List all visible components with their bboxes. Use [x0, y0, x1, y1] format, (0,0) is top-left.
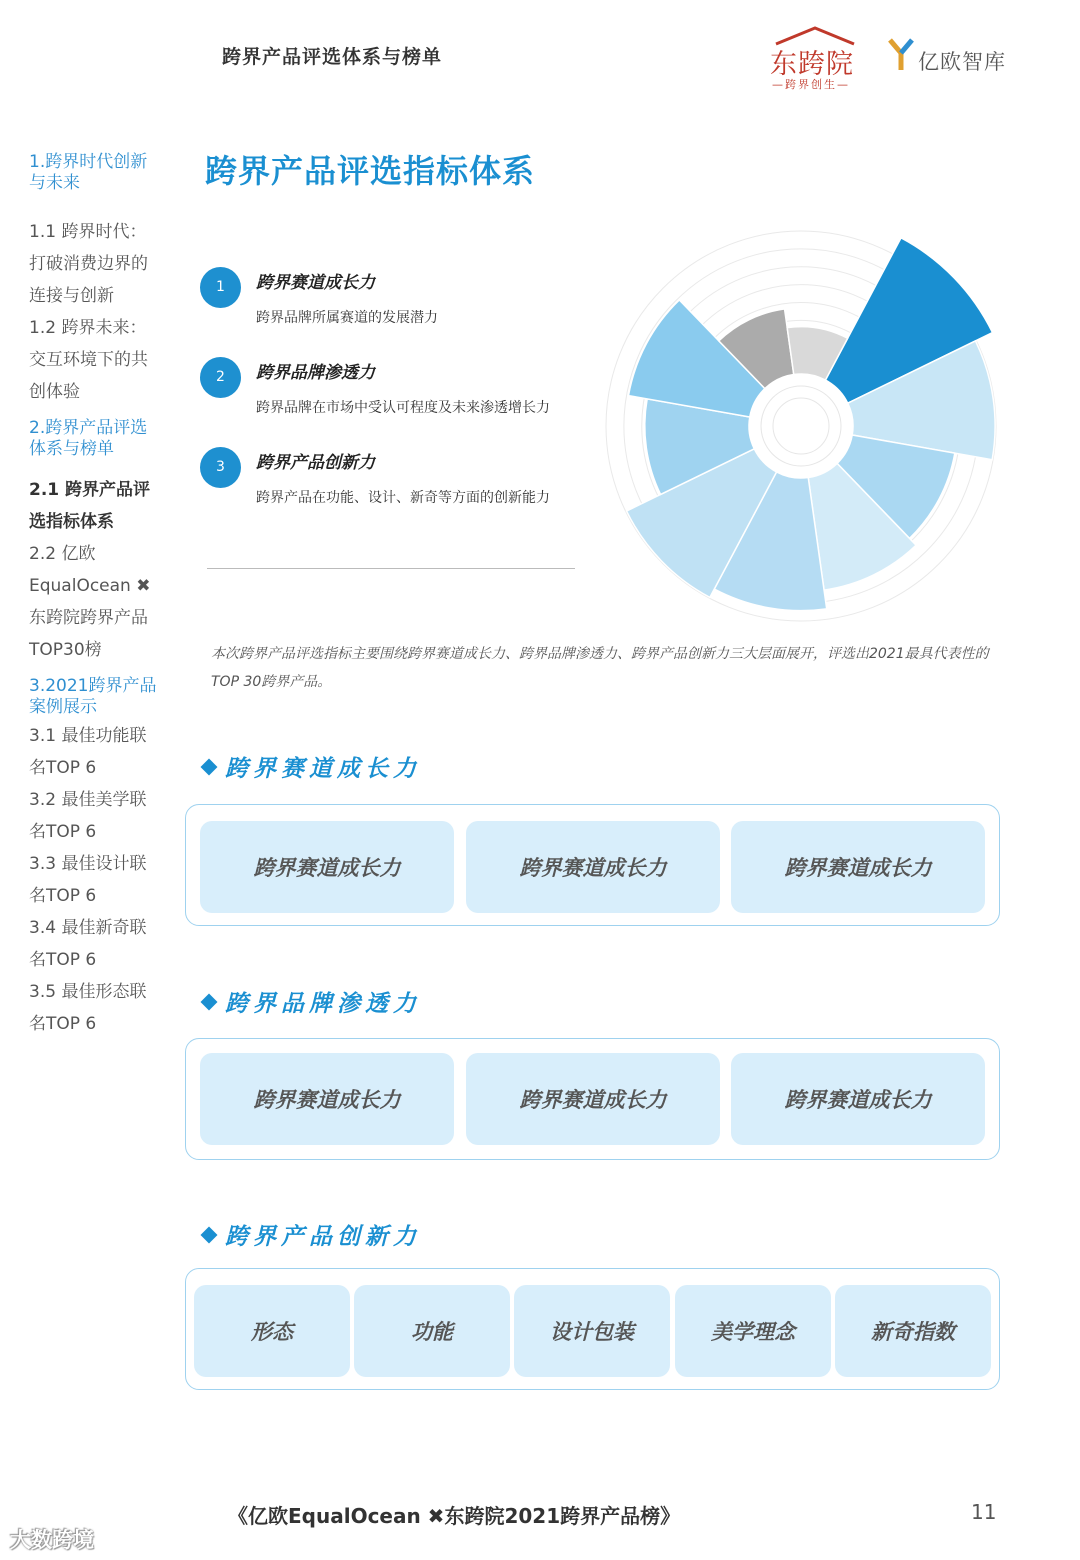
- sidebar-item[interactable]: 名TOP 6: [29, 886, 97, 906]
- indicator-desc: 跨界产品在功能、设计、新奇等方面的创新能力: [256, 490, 550, 506]
- sidebar-item[interactable]: 名TOP 6: [29, 822, 97, 842]
- indicator-2: [200, 357, 600, 427]
- card[interactable]: 形态: [194, 1285, 350, 1377]
- section-heading-1: [203, 750, 421, 783]
- sidebar-nav: [29, 152, 164, 1040]
- sidebar-section-1[interactable]: 1.跨界时代创新与未来: [29, 152, 148, 193]
- card[interactable]: 美学理念: [675, 1285, 831, 1377]
- page-number: 11: [971, 1500, 997, 1524]
- section-panel-1: [185, 804, 1000, 926]
- indicator-desc: 跨界品牌所属赛道的发展潜力: [256, 310, 438, 326]
- sidebar-item[interactable]: 3.2 最佳美学联: [29, 790, 147, 810]
- sidebar-item[interactable]: 连接与创新: [29, 286, 114, 306]
- sidebar-item[interactable]: 3.1 最佳功能联: [29, 726, 147, 746]
- diamond-icon: [201, 759, 218, 776]
- divider: [207, 568, 575, 569]
- page-title: 跨界产品评选指标体系: [205, 152, 536, 190]
- card[interactable]: 跨界赛道成长力: [731, 1053, 985, 1145]
- card[interactable]: 设计包装: [514, 1285, 670, 1377]
- section-heading-2: [203, 985, 421, 1018]
- sidebar-section-2[interactable]: 2.跨界产品评选体系与榜单: [29, 418, 148, 459]
- card[interactable]: 新奇指数: [835, 1285, 991, 1377]
- indicator-3: [200, 447, 600, 517]
- sidebar-item-active[interactable]: 选指标体系: [29, 512, 114, 532]
- indicator-1: [200, 267, 600, 337]
- indicator-title: 跨界产品创新力: [256, 453, 375, 473]
- logo-name: 亿欧智库: [918, 50, 1006, 74]
- rose-chart: [600, 225, 1002, 627]
- card[interactable]: 跨界赛道成长力: [466, 821, 720, 913]
- sidebar-item[interactable]: 2.2 亿欧: [29, 544, 96, 564]
- sidebar-item[interactable]: 东跨院跨界产品: [29, 608, 148, 628]
- diamond-icon: [201, 994, 218, 1011]
- sidebar-item[interactable]: 名TOP 6: [29, 1014, 97, 1034]
- card[interactable]: 跨界赛道成长力: [200, 821, 454, 913]
- section-panel-2: [185, 1038, 1000, 1160]
- indicator-desc: 跨界品牌在市场中受认可程度及未来渗透增长力: [256, 400, 550, 416]
- sidebar-item[interactable]: 创体验: [29, 382, 80, 402]
- section-heading-label: 跨界产品创新力: [225, 1224, 421, 1250]
- section-panel-3: [185, 1268, 1000, 1390]
- watermark: [10, 1524, 94, 1554]
- watermark-text: 大数跨境: [10, 1528, 94, 1552]
- logo-sub: —跨界创生—: [772, 78, 850, 91]
- card[interactable]: 跨界赛道成长力: [731, 821, 985, 913]
- sidebar-item-active[interactable]: 2.1 跨界产品评: [29, 480, 151, 500]
- sidebar-item[interactable]: 交互环境下的共: [29, 350, 148, 370]
- note-text: 本次跨界产品评选指标主要围绕跨界赛道成长力、跨界品牌渗透力、跨界产品创新力三大层面展开，评选出2021最具代表性的TOP 30跨界产品。: [211, 646, 989, 690]
- indicator-number: 1: [200, 267, 241, 308]
- sidebar-item[interactable]: 名TOP 6: [29, 758, 97, 778]
- sidebar-item[interactable]: 3.3 最佳设计联: [29, 854, 147, 874]
- section-heading-label: 跨界品牌渗透力: [225, 991, 421, 1017]
- logo-name: 东跨院: [770, 49, 854, 80]
- sidebar-item[interactable]: 1.2 跨界未来：: [29, 318, 147, 338]
- sidebar-item[interactable]: 打破消费边界的: [29, 254, 148, 274]
- section-heading-label: 跨界赛道成长力: [225, 756, 421, 782]
- dongkuayuan-logo: [770, 26, 860, 92]
- indicator-title: 跨界品牌渗透力: [256, 363, 375, 383]
- card[interactable]: 跨界赛道成长力: [466, 1053, 720, 1145]
- footer-title: 《亿欧EqualOcean ✖东跨院2021跨界产品榜》: [228, 1504, 681, 1528]
- sidebar-item[interactable]: 3.4 最佳新奇联: [29, 918, 147, 938]
- indicator-title: 跨界赛道成长力: [256, 273, 375, 293]
- header-title: 跨界产品评选体系与榜单: [222, 46, 443, 68]
- sidebar-item[interactable]: TOP30榜: [29, 640, 102, 660]
- yiou-mark-icon: [888, 38, 914, 72]
- sidebar-item[interactable]: 1.1 跨界时代：: [29, 222, 147, 242]
- sidebar-section-3[interactable]: 3.2021跨界产品案例展示: [29, 676, 157, 717]
- indicator-number: 3: [200, 447, 241, 488]
- sidebar-item[interactable]: EqualOcean ✖: [29, 576, 151, 596]
- card[interactable]: 跨界赛道成长力: [200, 1053, 454, 1145]
- card[interactable]: 功能: [354, 1285, 510, 1377]
- chart-center: [749, 374, 853, 478]
- sidebar-item[interactable]: 3.5 最佳形态联: [29, 982, 147, 1002]
- indicator-number: 2: [200, 357, 241, 398]
- sidebar-item[interactable]: 名TOP 6: [29, 950, 97, 970]
- diamond-icon: [201, 1227, 218, 1244]
- section-heading-3: [203, 1218, 421, 1251]
